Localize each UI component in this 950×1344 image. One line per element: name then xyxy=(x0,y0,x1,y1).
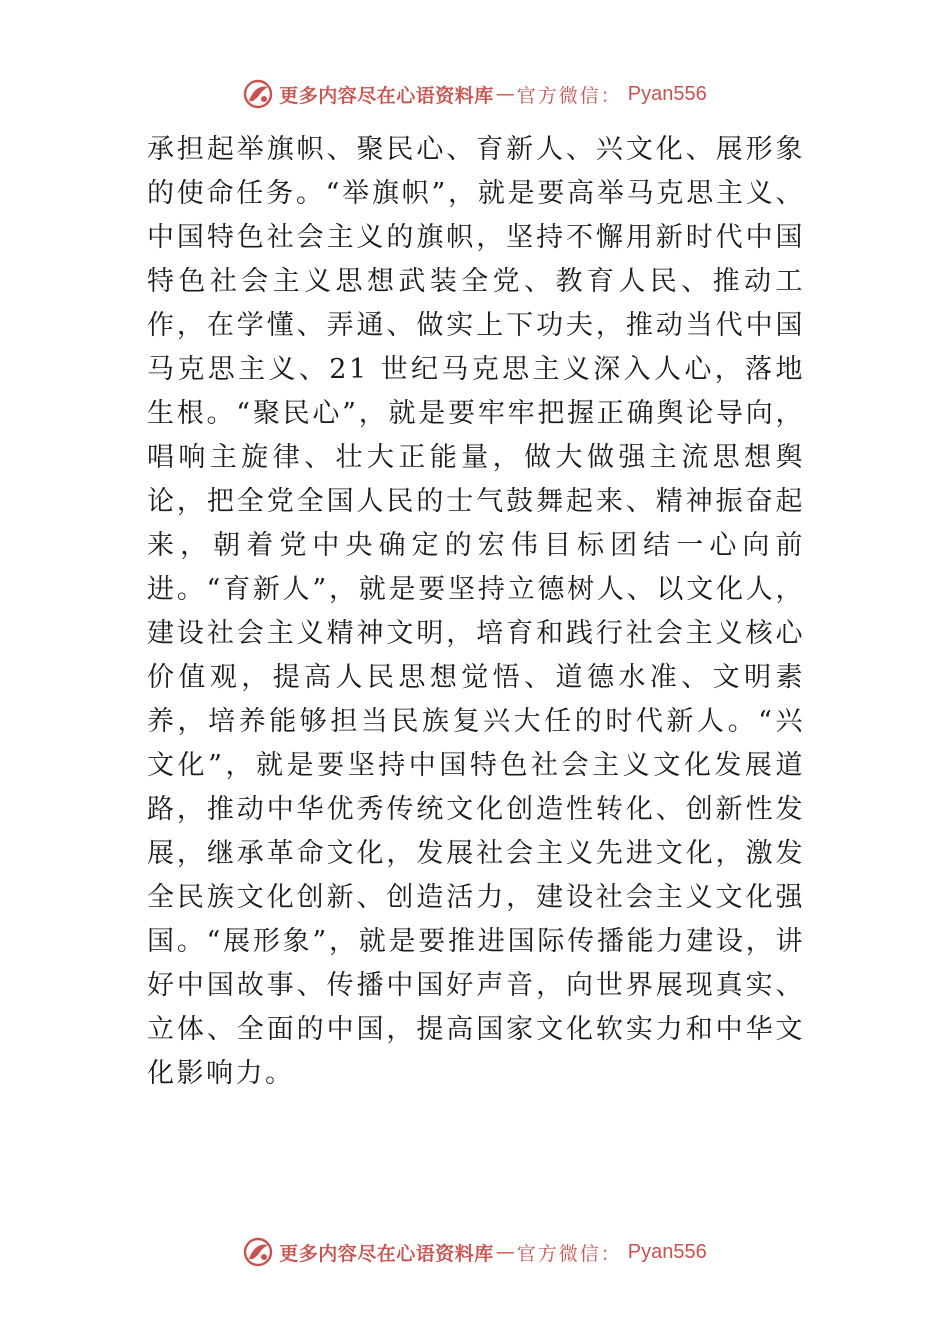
seal-logo-icon xyxy=(243,1237,273,1267)
wechat-label: 官方微信： xyxy=(516,84,622,107)
footer-watermark xyxy=(0,1232,950,1272)
wechat-label: 官方微信： xyxy=(516,1242,622,1265)
brand-text: 更多内容尽在心语资料库 xyxy=(279,1242,494,1265)
brand-separator: — xyxy=(495,1241,515,1263)
wechat-id: Pyan556 xyxy=(627,82,707,105)
brand-text: 更多内容尽在心语资料库 xyxy=(279,84,494,107)
header-watermark xyxy=(0,74,950,114)
body-paragraph: 承担起举旗帜、聚民心、育新人、兴文化、展形象的使命任务。“举旗帜”，就是要高举马克思主义、中国特色社会主义的旗帜，坚持不懈用新时代中国特色社会主义思想武装全党、教育人民、推动工作，在学懂、弄通、做实上下功夫，推动当代中国马克思主义、21 世纪马克思主义深入人心，落地生根。“聚民心”，就是要牢牢把握正确舆论导向，唱响主旋律、壮大正能量，做大做强主流思想舆论，把全党全国人民的士气鼓舞起来、精神振奋起来，朝着党中央确定的宏伟目标团结一心向前进。“育新人”，就是要坚持立德树人、以文化人，建设社会主义精神文明，培育和践行社会主义核心价值观，提高人民思想觉悟、道德水准、文明素养，培养能够担当民族复兴大任的时代新人。“兴文化”，就是要坚持中国特色社会主义文化发展道路，推动中华优秀传统文化创造性转化、创新性发展，继承革命文化，发展社会主义先进文化，激发全民族文化创新、创造活力，建设社会主义文化强国。“展形象”，就是要推进国际传播能力建设，讲好中国故事、传播中国好声音，向世界展现真实、立体、全面的中国，提高国家文化软实力和中华文化影响力。 xyxy=(147,134,805,1089)
wechat-id: Pyan556 xyxy=(627,1240,707,1263)
seal-logo-icon xyxy=(243,79,273,109)
brand-separator: — xyxy=(495,83,515,105)
